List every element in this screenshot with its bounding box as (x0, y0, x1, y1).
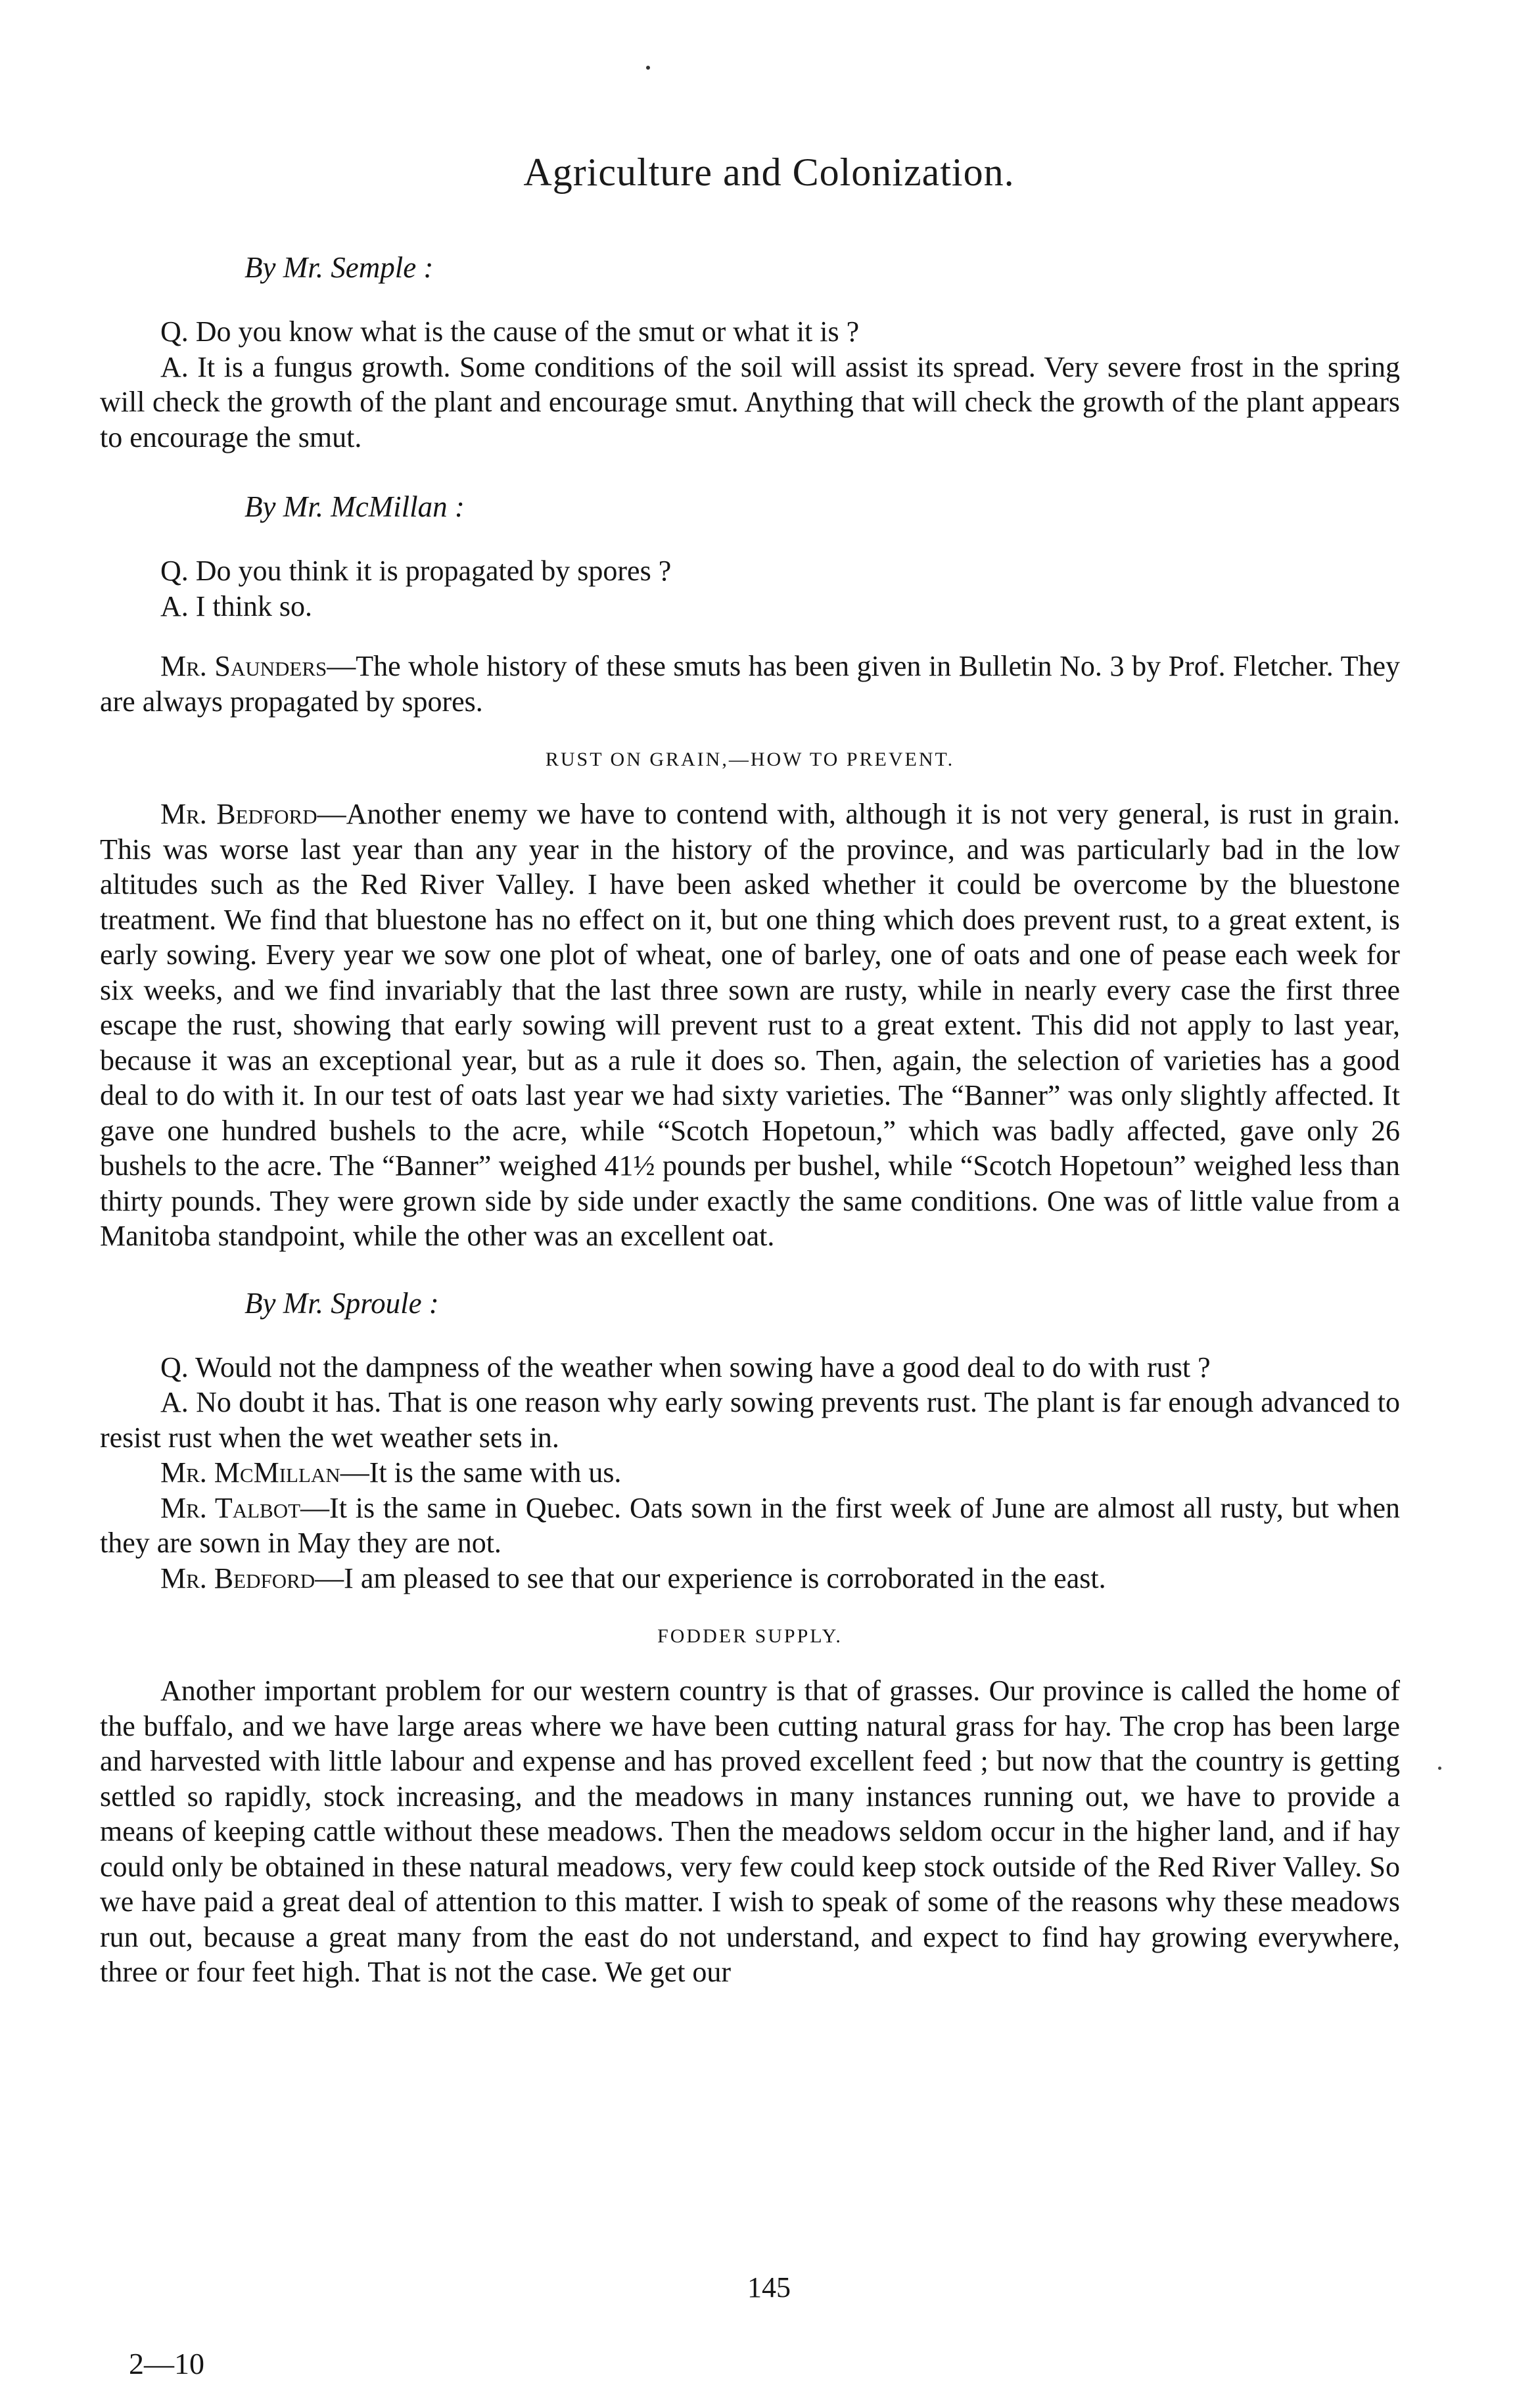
answer-dampness: A. No doubt it has. That is one reason why early sowing prevents rust. The plant is far enough advanced to resist rust when the wet weather sets in. (100, 1386, 1400, 1454)
bedford-east-text: —I am pleased to see that our experience is corroborated in the east. (315, 1562, 1106, 1594)
section-heading-rust: RUST ON GRAIN,—HOW TO PREVENT. (545, 749, 955, 770)
paragraph-fodder: Another important problem for our western country is that of grasses. Our province is called the home of the buffalo, and we have large areas where we have been cutting natural grass for hay. The crop has been large and harvested with little labour and expense and has proved excellent feed ; but now that the country is getting settled so rapidly, stock increasing, and the meadows in many instances running out, we have to provide a means of keeping cattle without these meadows. Then the meadows seldom occur in the higher land, and if hay could only be obtained in these natural meadows, very few could keep stock outside of the Red River Valley. So we have paid a great deal of attention to this matter. I wish to speak of some of the reasons why these meadows run out, because a great many from the east do not understand, and expect to find hay growing everywhere, three or four feet high. That is not the case. We get our (100, 1675, 1400, 1988)
bedford-rust-text: —Another enemy we have to contend with, although it is not very general, is rust in grain. This was worse last year than any year in the history of the province, and was particularly bad in the low altitudes such as the Red River Valley. I have been asked whether it could be overcome by the bluestone treatment. We find that bluestone has no effect on it, but one thing which does prevent rust, to a great extent, is early sowing. Every year we sow one plot of wheat, one of barley, one of oats and one of pease each week for six weeks, and we find invariably that the last three sown are rusty, while in nearly every case the first three escape the rust, showing that early sowing will prevent rust to a great extent. This did not apply to last year, because it was an exceptional year, but as a rule it does so. Then, again, the selection of varieties has a good deal to do with it. In our test of oats last year we had sixty varieties. The “Banner” was only slightly affected. It gave one hundred bushels to the acre, while “Scotch Hopetoun,” which was badly affected, gave only 26 bushels to the acre. The “Banner” weighed 41½ pounds per bushel, while “Scotch Hopetoun” weighed less than thirty pounds. They were grown side by side under exactly the same conditions. One was of little value from a Manitoba standpoint, while the other was an excellent oat. (100, 798, 1401, 1252)
speaker-saunders: Mr. Saunders (160, 650, 327, 682)
page-title: Agriculture and Colonization. (523, 150, 1015, 194)
answer-spores: A. I think so. (160, 590, 312, 622)
paragraph-saunders (100, 649, 1400, 719)
body-text (100, 250, 1400, 1990)
paragraph-bedford-rust (100, 797, 1400, 1254)
paragraph-talbot (100, 1491, 1400, 1561)
mcmillan-text: —It is the same with us. (340, 1456, 622, 1489)
speaker-bedford-2: Mr. Bedford (160, 1562, 315, 1594)
margin-mark (1438, 1767, 1441, 1770)
answer-smut-cause: A. It is a fungus growth. Some conditions of the soil will assist its spread. Very severe frost in the spring will check the growth of the plant and encourage smut. Anything that will check the growth of the plant appears to encourage the smut. (100, 350, 1400, 453)
examiner-mcmillan: By Mr. McMillan : (245, 490, 465, 523)
speaker-mcmillan: Mr. McMillan (160, 1456, 340, 1489)
question-smut-cause: Q. Do you know what is the cause of the smut or what it is ? (160, 315, 860, 348)
signature-mark: 2—10 (129, 2347, 204, 2380)
page-number: 145 (747, 2271, 791, 2304)
paragraph-bedford-east (100, 1561, 1400, 1596)
speaker-bedford: Mr. Bedford (160, 798, 317, 830)
section-heading-fodder: FODDER SUPPLY. (657, 1625, 843, 1647)
talbot-text: —It is the same in Quebec. Oats sown in the first week of June are almost all rusty, but when they are sown in May they are not. (100, 1491, 1400, 1559)
examiner-semple: By Mr. Semple : (245, 251, 434, 284)
speaker-talbot: Mr. Talbot (160, 1491, 301, 1524)
top-mark (646, 66, 650, 70)
question-spores: Q. Do you think it is propagated by spores ? (160, 555, 672, 587)
question-dampness: Q. Would not the dampness of the weather when sowing have a good deal to do with rust ? (160, 1351, 1211, 1383)
paragraph-mcmillan (100, 1455, 1400, 1491)
examiner-sproule: By Mr. Sproule : (245, 1286, 439, 1320)
saunders-text: —The whole history of these smuts has been given in Bulletin No. 3 by Prof. Fletcher. They are always propagated by spores. (100, 650, 1400, 718)
